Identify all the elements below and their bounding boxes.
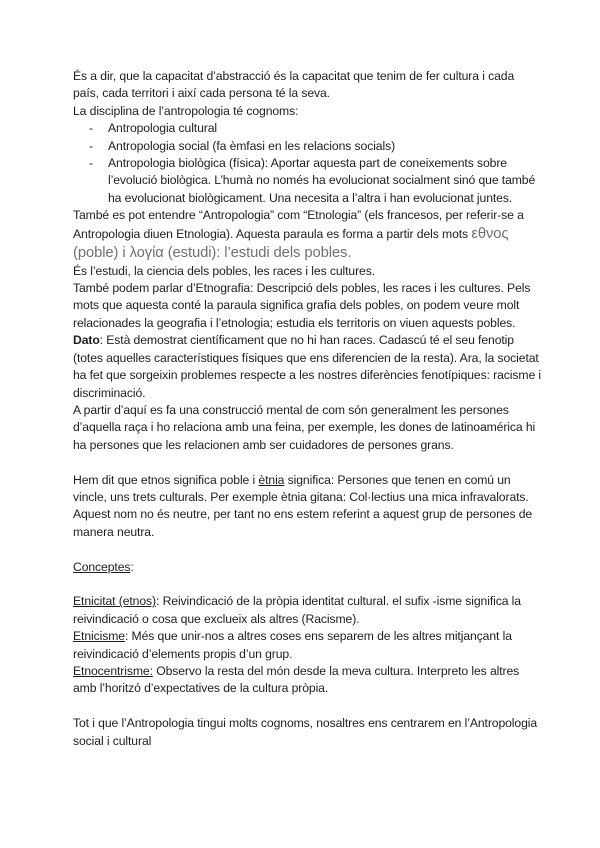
- dato-paragraph: [73, 332, 543, 402]
- discipline-list: [73, 120, 543, 207]
- concepts-colon: :: [130, 559, 134, 574]
- concept-item: [73, 593, 543, 628]
- document-page: [73, 68, 543, 750]
- concept-definition: Observo la resta del món desde la meva cultura. Interpreto les altres amb l’horitzó d’expectatives de la cultura pròpia.: [73, 663, 520, 696]
- concept-definition: Més que unir-nos a altres coses ens separem de les altres mitjançant la reivindicació d’elements propis d’un grup.: [73, 629, 512, 661]
- etnia-paragraph: [73, 472, 543, 542]
- list-item: - Antropologia cultural: [73, 120, 543, 137]
- spacer: [73, 454, 543, 471]
- concept-definition: Reivindicació de la pròpia identitat cultural. el sufix -isme significa la reivindicació o cosa que exclueix als altres (Racisme).: [73, 594, 521, 626]
- concept-item: [73, 628, 543, 663]
- concept-term: Etnicisme: [73, 629, 125, 644]
- concept-term: Etnocentrisme:: [73, 663, 153, 678]
- list-item: - Antropologia social (fa èmfasi en les relacions socials): [73, 138, 543, 155]
- greek-word-ethnos: εθνος: [471, 225, 509, 242]
- dato-label: Dato: [73, 333, 100, 348]
- concept-separator: :: [124, 629, 132, 644]
- ethnology-text: També es pot entendre “Antropologia” com “Etnologia” (els francesos, per referir-se a Antropologia diuen Etnologia). Aquesta paraula es forma a partir dels mots: [73, 208, 524, 241]
- ethnology-paragraph: [73, 207, 543, 262]
- concept-separator: :: [155, 594, 163, 609]
- study-line: És l’estudi, la ciencia dels pobles, les races i les cultures.: [73, 263, 376, 278]
- construction-paragraph: A partir d’aquí es fa una construcció mental de com són generalment les persones d’aquella raça i ho relaciona amb una feina, per exemple, les dones de latinoamérica hi ha persones que les relacionen amb ser cuidadores de persones grans.: [73, 402, 536, 452]
- intro-paragraph: És a dir, que la capacitat d’abstracció és la capacitat que tenim de fer cultura i cada país, cada territori i així cada persona té la seva.: [73, 69, 515, 101]
- spacer: [73, 576, 543, 593]
- etnos-text-after: significa: Persones que tenen en comú un vincle, uns trets culturals. Per exemple ètnia gitana: Col·lectius una mica infravalorats. Aquest nom no és neutre, per tant no ens estem referint a aquest grup de persones de manera neutra.: [73, 472, 533, 539]
- spacer: [73, 698, 543, 715]
- discipline-intro: La disciplina de l’antropologia té cognoms:: [73, 103, 299, 118]
- etnos-text-before: Hem dit que etnos significa poble i: [73, 472, 259, 487]
- concepts-title: Conceptes: [73, 559, 131, 574]
- concepts-heading: [73, 559, 543, 576]
- greek-etymology: (poble) i λογία (estudi): l’estudi dels pobles.: [73, 244, 352, 261]
- ethnography-paragraph: També podem parlar d’Etnografia: Descripció dels pobles, les races i les cultures. Pels mots que aquesta conté la paraula significa grafia dels pobles, on podem veure molt relacionades la geografia i l’etnologia; estudia els territoris on viuen aquests pobles.: [73, 281, 531, 330]
- concept-item: [73, 663, 543, 698]
- list-item: - Antropologia biològica (física): Aportar aquesta part de coneixements sobre l’evolució biològica. L’humà no només ha evolucionat socialment sinó que també ha evolucionat biològicament. Una necesita a l’altra i han evolucionat juntes.: [73, 155, 543, 207]
- dato-text: : Està demostrat científicament que no hi han races. Cadascú té el seu fenotip (totes aquelles característiques físiques que ens diferencien de la resta). Ara, la societat ha fet que sorgeixin problemes respecte a les nostres diferències fenotípiques: racisme i discriminació.: [73, 333, 542, 400]
- closing-paragraph: Tot i que l’Antropologia tingui molts cognoms, nosaltres ens centrarem en l’Antropologia social i cultural: [73, 716, 538, 748]
- concept-term: Etnicitat (etnos): [73, 594, 156, 609]
- spacer: [73, 541, 543, 558]
- etnia-term: ètnia: [258, 472, 285, 487]
